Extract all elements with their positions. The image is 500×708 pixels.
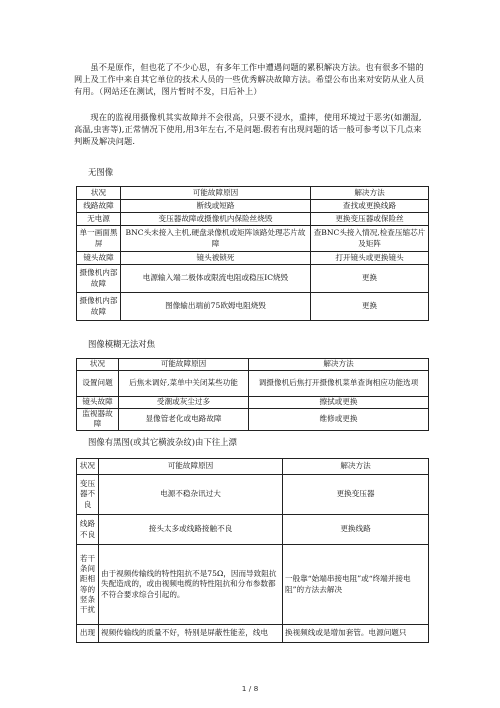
table-row — [77, 545, 429, 625]
header-cell: 状况 — [77, 459, 99, 475]
table-cell: 受潮或灰尘过多 — [119, 397, 249, 409]
table-cell: 电源输入端二极体或限流电阻或稳压IC烧毁 — [121, 265, 311, 293]
header-cell: 状况 — [77, 187, 121, 200]
table-cell: 一般靠“始端串接电阻”或“终端并接电阻”的方法去解决 — [283, 545, 429, 625]
table-row — [77, 213, 429, 226]
table-cell: 断线或短路 — [121, 200, 311, 213]
table-row — [77, 371, 429, 397]
table-cell: BNC头未接入主机,硬盘录像机或矩阵该路处理芯片故障 — [121, 226, 311, 252]
header-cell: 解决方法 — [311, 187, 429, 200]
table-cell: 调摄像机后焦打开摄像机菜单查询相应功能选项 — [249, 371, 429, 397]
table-cell: 显像管老化或电路故障 — [119, 409, 249, 431]
table-blurry — [76, 358, 429, 431]
table-cell: 变压器不良 — [77, 475, 99, 515]
table-row — [77, 475, 429, 515]
table-cell: 出现 — [77, 625, 99, 643]
header-cell: 解决方法 — [249, 359, 429, 371]
table-cell: 接头太多或线路接触不良 — [99, 515, 283, 545]
table-cell: 若干条间距相等的竖条干扰 — [77, 545, 99, 625]
table-cell: 设置问题 — [77, 371, 119, 397]
table-cell: 换视频线或是增加套管。电源问题只 — [283, 625, 429, 643]
table-cell: 打开镜头或更换镜头 — [311, 252, 429, 265]
table-row — [77, 226, 429, 252]
table-header-row — [77, 187, 429, 200]
table-row — [77, 265, 429, 293]
table-cell: 更换 — [311, 293, 429, 321]
header-cell: 可能故障原因 — [121, 187, 311, 200]
table-cell: 摄像机内部故障 — [77, 293, 121, 321]
table-row — [77, 515, 429, 545]
table-row — [77, 625, 429, 643]
table-cell: 查找或更换线路 — [311, 200, 429, 213]
table-cell: 更换变压器 — [283, 475, 429, 515]
table-cell: 后焦未调好,菜单中关闭某些功能 — [119, 371, 249, 397]
header-cell: 可能故障原因 — [119, 359, 249, 371]
table-cell: 由于视频传输线的特性阻抗不是75Ω，因而导致阻抗失配造成的，或由视频电缆的特性阻抗和分布参数都不符合要求综合引起的。 — [99, 545, 283, 625]
table-cell: 变压器故障或摄像机内保险丝烧毁 — [121, 213, 311, 226]
table-row — [77, 409, 429, 431]
table-row — [77, 293, 429, 321]
table-cell: 摄像机内部故障 — [77, 265, 121, 293]
table-cell: 擦拭或更换 — [249, 397, 429, 409]
table-cell: 线路故障 — [77, 200, 121, 213]
table-cell: 单一画面黑屏 — [77, 226, 121, 252]
table-cell: 监视器故障 — [77, 409, 119, 431]
header-cell: 状况 — [77, 359, 119, 371]
table-cell: 更换 — [311, 265, 429, 293]
table-cell: 视频传输线的质量不好，特别是屏蔽性能差，线电 — [99, 625, 283, 643]
table-cell: 镜头故障 — [77, 252, 121, 265]
page-indicator: 1 / 8 — [241, 684, 259, 693]
table-cell: 更换变压器或保险丝 — [311, 213, 429, 226]
section-heading-no-image: 无图像 — [88, 167, 114, 177]
table-cell: 更换线路 — [283, 515, 429, 545]
table-row — [77, 252, 429, 265]
header-cell: 可能故障原因 — [99, 459, 283, 475]
table-header-row — [77, 359, 429, 371]
table-cell: 线路不良 — [77, 515, 99, 545]
table-row — [77, 397, 429, 409]
table-cell: 图像输出端前75欧姆电阻烧毁 — [121, 293, 311, 321]
table-cell: 查BNC头接入情况,检查压缩芯片及矩阵 — [311, 226, 429, 252]
intro-paragraph-1: 虽不是原作，但也花了不少心思，有多年工作中遭遇问题的累积解决方法。也有很多不错的网上及工作中来自其它单位的技术人员的一些优秀解决故障方法。希望公布出来对安防从业人员有用。（网站还在测试，图片暂时不发，日后补上） — [74, 62, 425, 96]
table-header-row — [77, 459, 429, 475]
table-black-bar — [76, 458, 429, 643]
intro-paragraph-2: 现在的监视用摄像机其实故障并不会很高，只要不浸水，重摔，使用环境过于恶劣(如潮湿,高温,虫害等),正常情况下使用,用3年左右,不是问题.假若有出现问题的话一般可参考以下几点来判断及解决问题. — [74, 112, 422, 146]
table-no-image — [76, 186, 429, 321]
table-cell: 镜头被锁死 — [121, 252, 311, 265]
table-cell: 维修或更换 — [249, 409, 429, 431]
table-cell: 电源不稳杂讯过大 — [99, 475, 283, 515]
table-row — [77, 200, 429, 213]
header-cell: 解决方法 — [283, 459, 429, 475]
section-heading-black-bar: 图像有黑图(或其它横波杂纹)由下往上漂 — [88, 437, 237, 447]
section-heading-blurry: 图像模糊无法对焦 — [88, 339, 155, 349]
table-cell: 无电源 — [77, 213, 121, 226]
table-cell: 镜头故障 — [77, 397, 119, 409]
